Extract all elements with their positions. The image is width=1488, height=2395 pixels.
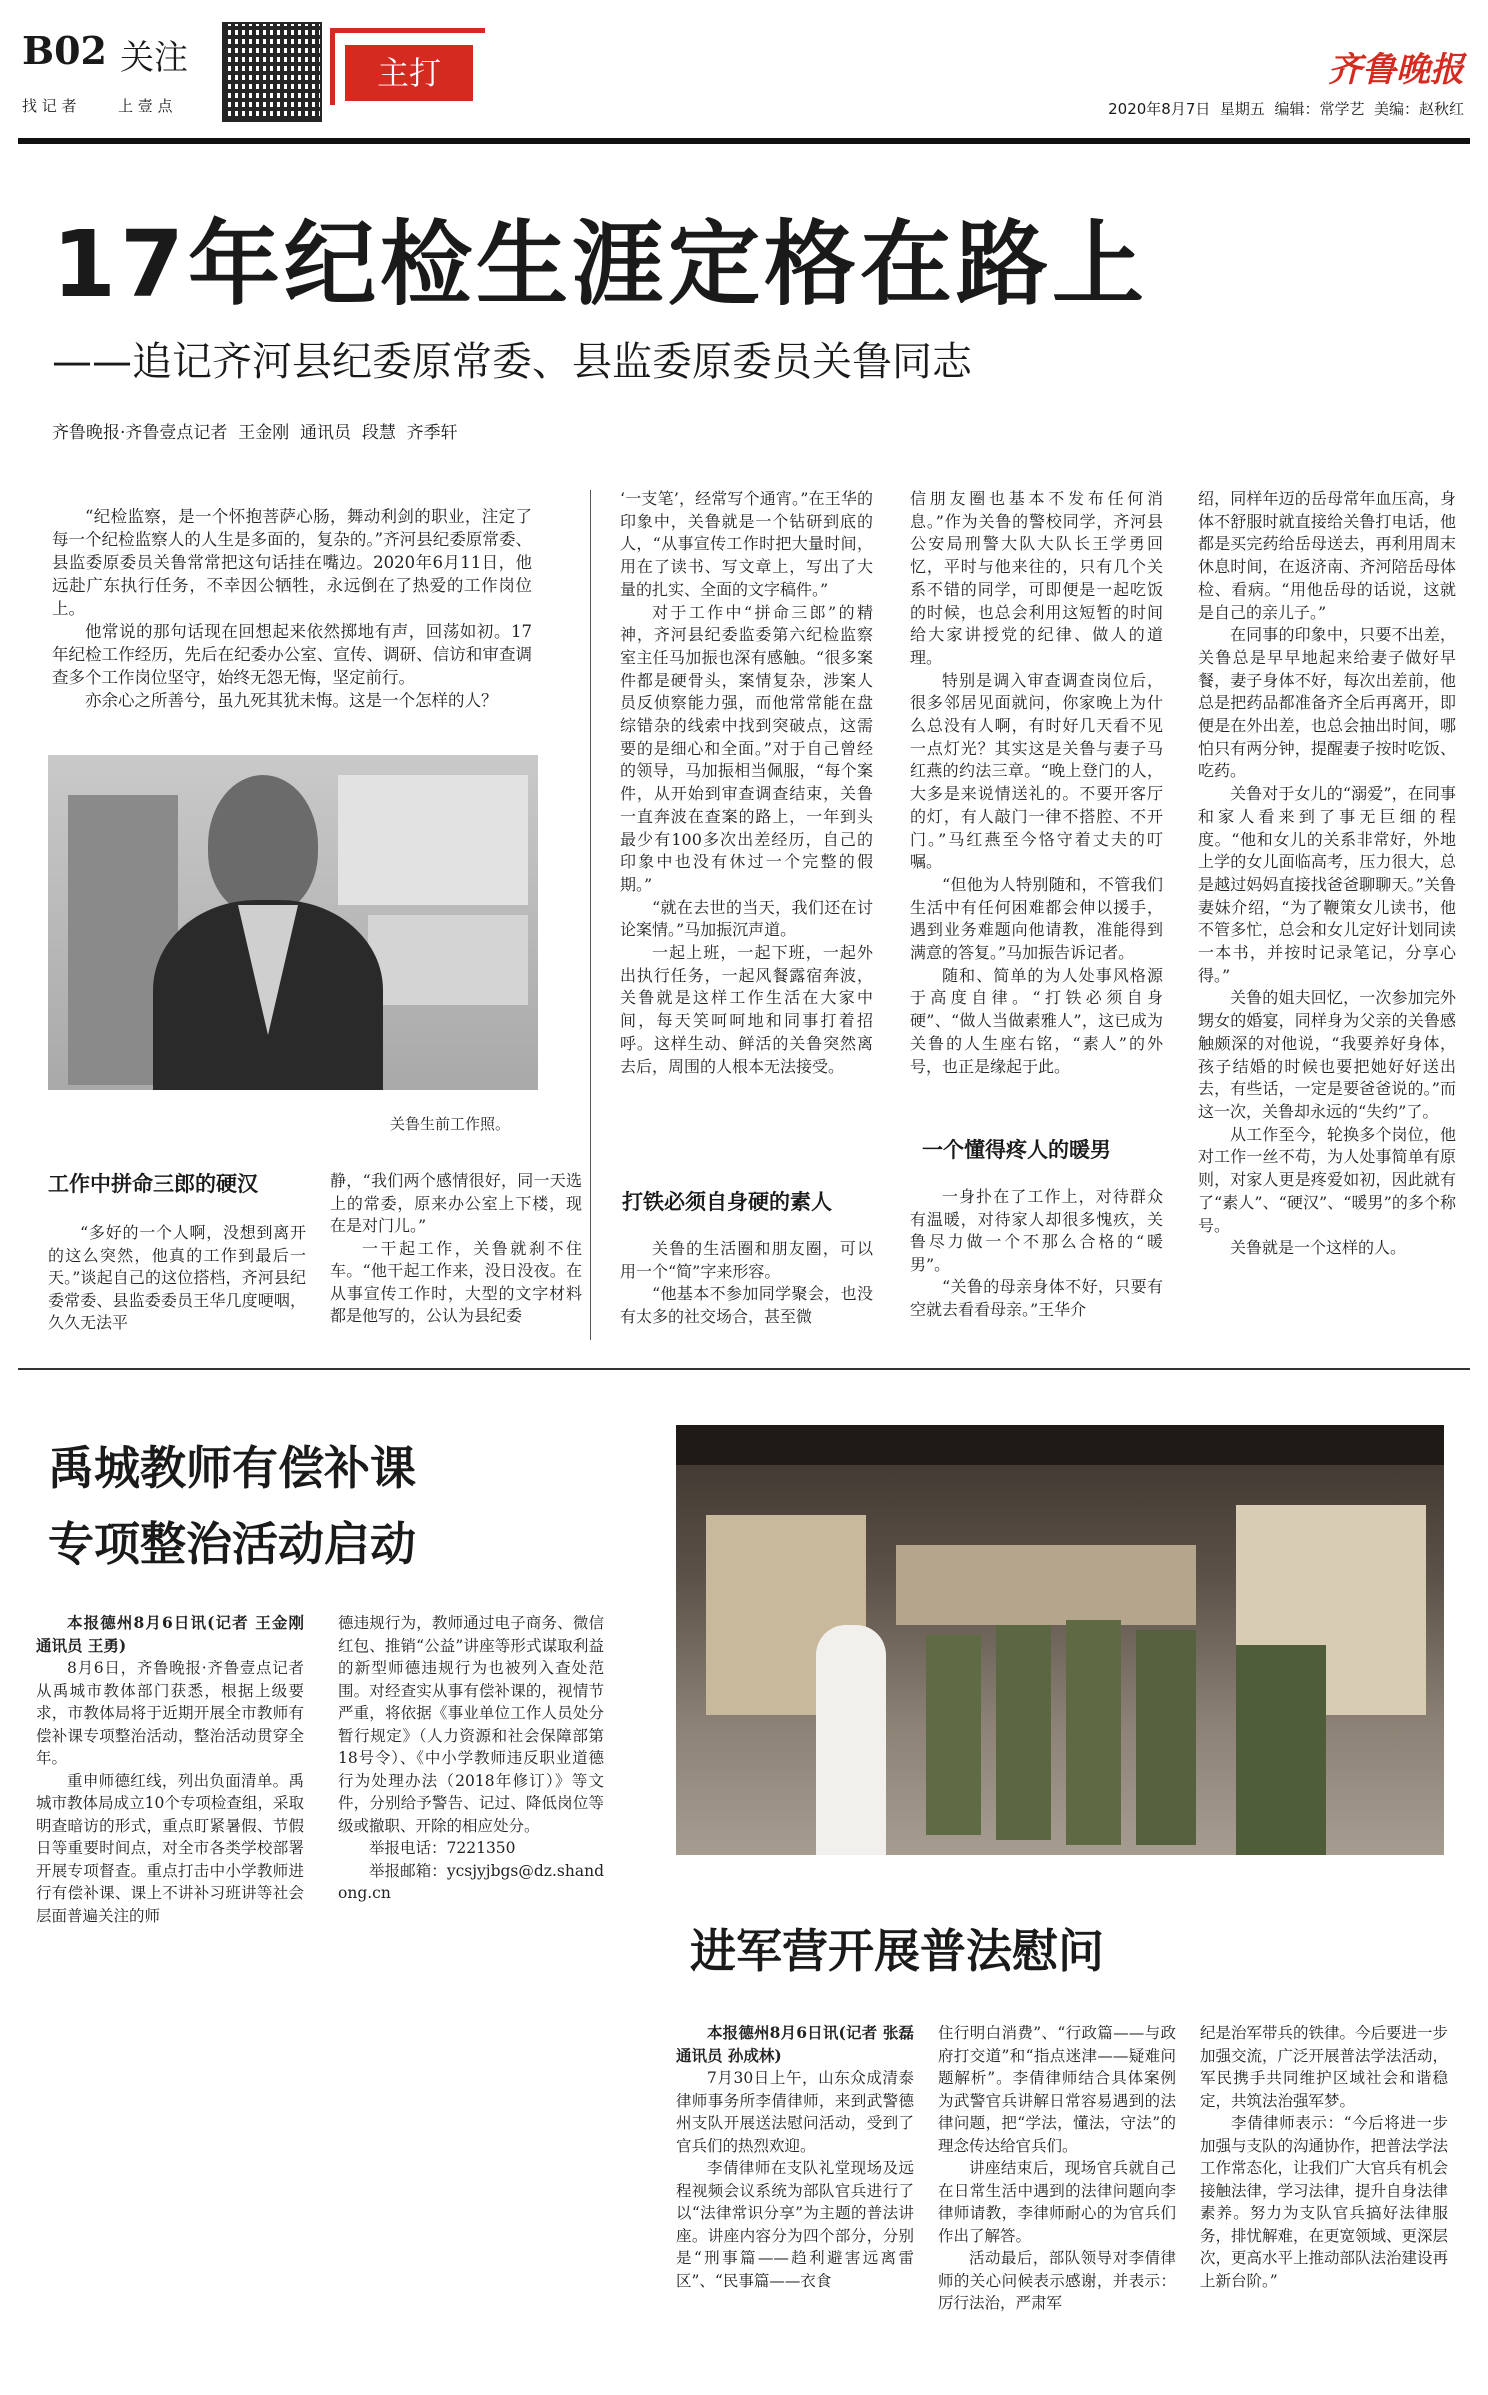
subhead-2: 打铁必须自身硬的素人 [622,1190,832,1214]
paragraph: “就在去世的当天，我们还在讨论案情。”马加振沉声道。 [620,897,873,940]
paragraph: 关鲁对于女儿的“溺爱”，在同事和家人看来到了事无巨细的程度。“他和女儿的关系非常好，外地上学的女儿面临高考，压力很大，总是越过妈妈直接找爸爸聊聊天。”关鲁妻妹介绍，“为了鞭策女儿读书，他不管多忙，总会和女儿定好计划同读一本书，并按时记录笔记，分享心得。” [1198,784,1456,985]
paragraph: 绍，同样年迈的岳母常年血压高，身体不舒服时就直接给关鲁打电话，他都是买完药给岳母送去，再利用周末休息时间，在返济南、齐河陪岳母体检、看病。“用他岳母的话说，这就是自己的亲儿子。” [1198,489,1456,622]
story2-title-line1: 禹城教师有偿补课 [48,1441,416,1495]
paragraph: 李倩律师表示：“今后将进一步加强与支队的沟通协作，把普法学法工作常态化，让我们广大官兵有机会接触法律，学习法律，提升自身法律素养。努力为支队官兵搞好法律服务，排忧解难，在更宽领域、更深层次，更高水平上推动部队法治建设再上新台阶。” [1200,2114,1449,2290]
story2-title-line2: 专项整治活动启动 [48,1517,416,1571]
paragraph: 李倩律师在支队礼堂现场及远程视频会议系统为部队官兵进行了以“法律常识分享”为主题的普法讲座。讲座内容分为四个部分，分别是“刑事篇——趋利避害远离雷区”、“民事篇——衣食 [676,2159,914,2290]
col2-text [330,1170,582,1328]
headline: 17年纪检生涯定格在路上 [52,211,1149,318]
paragraph: 关鲁就是一个这样的人。 [1230,1238,1407,1258]
qr-code [222,22,322,122]
paragraph: 对于工作中“拼命三郎”的精神，齐河县纪委监委第六纪检监察室主任马加振也深有感触。“很多案件都是硬骨头，案情复杂，涉案人员反侦察能力强，而他常常能在盘综错杂的线索中找到突破点，这需要的是细心和全面。”对于自己曾经的领导，马加振相当佩服，“每个案件，从开始到审查调查结束，关鲁一直奔波在查案的路上，一年到头最少有100多次出差经历，自己的印象中也没有休过一个完整的假期。” [620,602,873,894]
paragraph: 德违规行为，教师通过电子商务、微信红包、推销“公益”讲座等形式谋取利益的新型师德违规行为也被列入查处范围。对经查实从事有偿补课的，视情节严重，将依据《事业单位工作人员处分暂行规定》（人力资源和社会保障部第18号令）、《中小学教师违反职业道德行为处理办法（2018年修订）》等文件，分别给予警告、记过、降低岗位等级或撤职、开除的相应处分。 [338,1614,604,1835]
paragraph: ‘一支笔’，经常写个通宵。”在王华的印象中，关鲁就是一个钻研到底的人，“从事宣传工作时把大量时间，用在了读书、写文章上，写出了大量的扎实、全面的文字稿件。” [620,489,873,599]
report-phone: 举报电话：7221350 [369,1839,516,1857]
paragraph: 一身扑在了工作上，对待群众有温暖，对待家人却很多愧疚，关鲁尽力做一个不那么合格的“暖男”。 [910,1187,1163,1274]
story2-dateline: 本报德州8月6日讯(记者 王金刚 通讯员 王勇) [36,1613,304,1655]
intro-text [52,505,532,712]
story3-col1 [676,2022,914,2292]
paragraph: 重申师德红线，列出负面清单。禹城市教体局成立10个专项检查组，采取明查暗访的形式，重点盯紧暑假、节假日等重要时间点，对全市各类学校部署开展专项督查。重点打击中小学教师进行有偿补课、课上不讲补习班讲等社会层面普遍关注的师 [36,1771,304,1925]
paragraph: 纪是治军带兵的铁律。今后要进一步加强交流，广泛开展普法学法活动，军民携手共同维护区域社会和谐稳定，共筑法治强军梦。 [1200,2024,1449,2110]
paragraph: “关鲁的母亲身体不好，只要有空就去看看母亲。”王华介 [910,1277,1163,1319]
header-rule [18,138,1470,144]
slogan-right: 上 壹 点 [118,97,173,115]
column-tag [345,45,473,101]
col3-text [620,488,873,1078]
story3-col3 [1200,2022,1448,2292]
intro-paragraph: 他常说的那句话现在回想起来依然掷地有声，回荡如初。17年纪检工作经历，先后在纪委办公室、宣传、调研、信访和审查调查多个工作岗位坚守，始终无怨无悔，坚定前行。 [52,622,532,687]
paragraph: 7月30日上午，山东众成清泰律师事务所李倩律师，来到武警德州支队开展送法慰问活动，受到了官兵们的热烈欢迎。 [676,2069,914,2155]
paragraph: “多好的一个人啊，没想到离开的这么突然，他真的工作到最后一天。”谈起自己的这位搭档，齐河县纪委常委、县监委委员王华几度哽咽，久久无法平 [48,1223,306,1332]
column-divider [590,490,591,1340]
paragraph: “他基本不参加同学聚会，也没有太多的社交场合，甚至微 [620,1284,873,1326]
paragraph: 静，“我们两个感情很好，同一天选上的常委，原来办公室上下楼，现在是对门儿。” [330,1171,582,1235]
byline: 齐鲁晚报·齐鲁壹点记者 王金刚 通讯员 段慧 齐季轩 [52,423,458,443]
col1-text [48,1222,306,1335]
report-email: 举报邮箱：ycsjyjbgs@dz.shandong.cn [338,1861,604,1902]
story3-dateline: 本报德州8月6日讯(记者 张磊 通讯员 孙成林) [676,2023,914,2065]
masthead-logo: 齐鲁晚报 [1328,50,1464,90]
section-name: 关注 [120,38,188,78]
paragraph: 活动最后，部队领导对李倩律师的关心问候表示感谢，并表示：厉行法治，严肃军 [938,2249,1176,2312]
paragraph: 一干起工作，关鲁就刹不住车。“他干起工作来，没日没夜。在从事宣传工作时，大型的文字材料都是他写的，公认为县纪委 [330,1238,582,1325]
page-code: B02 [22,28,107,73]
paragraph: 关鲁的姐夫回忆，一次参加完外甥女的婚宴，同样身为父亲的关鲁感触颇深的对他说，“我要养好身体，孩子结婚的时候也要把她好好送出去，有些话，一定是要爸爸说的。”而这一次，关鲁却永远的“失约”了。 [1198,988,1456,1121]
portrait-photo [48,755,538,1090]
column-tag-text: 主打 [376,54,441,92]
paragraph: 讲座结束后，现场官兵就自己在日常生活中遇到的法律问题向李律师请教，李律师耐心的为官兵们作出了解答。 [938,2159,1176,2245]
subheadline: ——追记齐河县纪委原常委、县监委原委员关鲁同志 [52,339,972,385]
photo-caption: 关鲁生前工作照。 [390,1115,511,1133]
intro-paragraph: “纪检监察，是一个怀抱菩萨心肠，舞动利剑的职业，注定了每一个纪检监察人的人生是多面的，复杂的。”齐河县纪委原常委、县监委原委员关鲁常常把这句话挂在嘴边。2020年6月11日，他远赴广东执行任务，不幸因公牺牲，永远倒在了热爱的工作岗位上。 [52,507,532,618]
paragraph: 在同事的印象中，只要不出差，关鲁总是早早地起来给妻子做好早餐，妻子身体不好，每次出差前，他总是把药品都准备齐全后再离开，即便是在外出差，也总会抽出时间，哪怕只有两分钟，提醒妻子按时吃饭、吃药。 [1198,625,1456,781]
col3b-text [620,1238,873,1328]
subhead-3: 一个懂得疼人的暖男 [922,1138,1111,1162]
story3-col2 [938,2022,1176,2315]
paragraph: 从工作至今，轮换多个岗位，他对工作一丝不苟，为人处事简单有原则，对家人更是疼爱如初，因此就有了“素人”、“硬汉”、“暖男”的多个称号。 [1198,1124,1456,1235]
subhead-1: 工作中拼命三郎的硬汉 [48,1172,258,1196]
col4b-text [910,1186,1163,1321]
paragraph: 住行明白消费”、“行政篇——与政府打交道”和“指点迷津——疑难问题解析”。李倩律师结合具体案例为武警官兵讲解日常容易遇到的法律问题，把“学法，懂法，守法”的理念传达给官兵们。 [938,2024,1176,2155]
intro-paragraph: 亦余心之所善兮，虽九死其犹未悔。这是一个怎样的人？ [85,691,498,710]
paragraph: 随和、简单的为人处事风格源于高度自律。“打铁必须自身硬”、“做人当做素雅人”，这已成为关鲁的人生座右铭，“素人”的外号，也正是缘起于此。 [910,965,1163,1076]
slogan-left: 找 记 者 [22,97,77,115]
paragraph: “但他为人特别随和，不管我们生活中有任何困难都会伸以援手，遇到业务难题向他请教，准能得到满意的答复。”马加振告诉记者。 [910,874,1163,963]
story3-title: 进军营开展普法慰问 [690,1924,1104,1978]
paragraph: 一起上班，一起下班，一起外出执行任务，一起风餐露宿奔波，关鲁就是这样工作生活在大家中间，每天笑呵呵地和同事打着招呼。这样生动、鲜活的关鲁突然离去后，周围的人根本无法接受。 [620,943,873,1076]
paragraph: 8月6日，齐鲁晚报·齐鲁壹点记者从禹城市教体部门获悉，根据上级要求，市教体局将于近期开展全市教师有偿补课专项整治活动，整治活动贯穿全年。 [36,1659,304,1767]
paragraph: 特别是调入审查调查岗位后，很多邻居见面就问，你家晚上为什么总没有人啊，有时好几天看不见一点灯光？其实这是关鲁与妻子马红燕的约法三章。“晚上登门的人，大多是来说情送礼的。不要开客厅的灯，有人敲门一律不搭腔、不开门。”马红燕至今恪守着丈夫的叮嘱。 [910,670,1163,872]
barracks-photo [676,1425,1444,1855]
story2-col2 [338,1612,604,1905]
header-meta: 2020年8月7日 星期五 编辑：常学艺 美编：赵秋红 [1108,100,1464,118]
col5-text [1198,488,1456,1260]
col4-text [910,488,1163,1078]
paragraph: 关鲁的生活圈和朋友圈，可以用一个“简”字来形容。 [620,1239,873,1281]
paragraph: 信朋友圈也基本不发布任何消息。”作为关鲁的警校同学，齐河县公安局刑警大队大队长王学勇回忆，平时与他来往的，只有几个关系不错的同学，可即便是一起吃饭的时候，也总会利用这短暂的时间给大家讲授党的纪律、做人的道理。 [910,489,1163,667]
section-divider [18,1368,1470,1370]
story2-col1 [36,1612,304,1927]
